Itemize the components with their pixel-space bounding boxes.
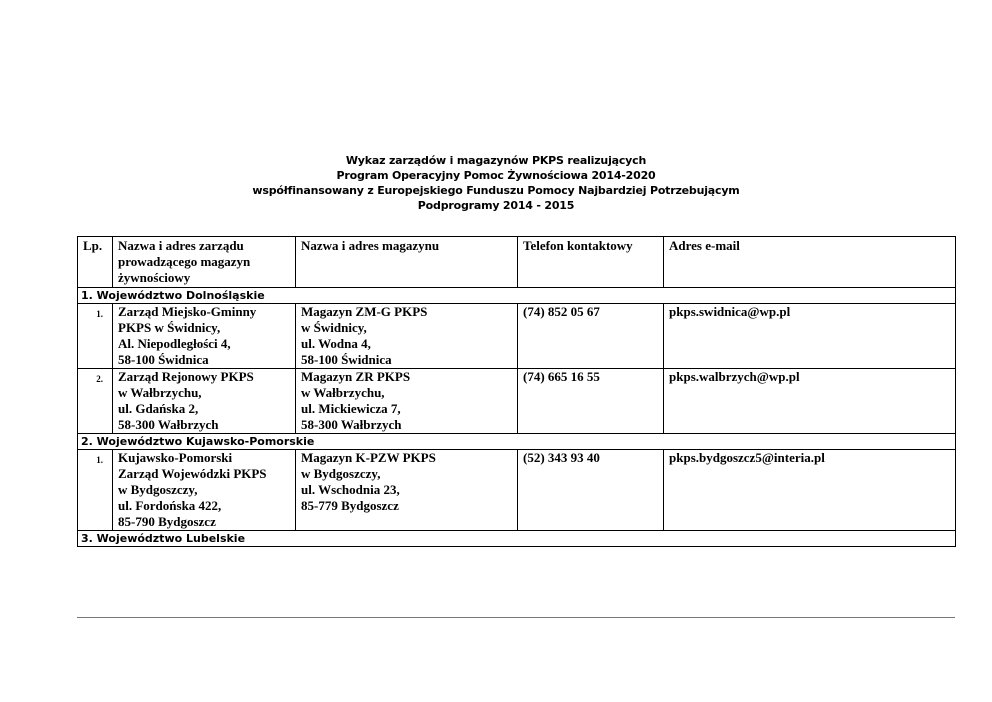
header-email: Adres e-mail: [664, 237, 956, 288]
zarzad-line: Al. Niepodległości 4,: [118, 336, 231, 351]
row-zarzad: [113, 304, 296, 369]
magazyn-line: Magazyn K-PZW PKPS: [301, 450, 436, 465]
table-row: [78, 450, 956, 531]
zarzad-line: Zarząd Rejonowy PKPS: [118, 369, 254, 384]
row-zarzad: [113, 450, 296, 531]
magazyn-line: ul. Wschodnia 23,: [301, 482, 400, 497]
magazyn-line: ul. Mickiewicza 7,: [301, 401, 401, 416]
header-zarzad-line: Nazwa i adres zarządu: [118, 238, 244, 253]
magazyn-line: Magazyn ZM-G PKPS: [301, 304, 428, 319]
section-label: 2. Województwo Kujawsko-Pomorskie: [78, 434, 956, 450]
zarzad-line: 85-790 Bydgoszcz: [118, 514, 216, 529]
zarzad-line: ul. Gdańska 2,: [118, 401, 199, 416]
zarzad-line: Zarząd Wojewódzki PKPS: [118, 466, 267, 481]
title-line: Wykaz zarządów i magazynów PKPS realizujących: [345, 154, 647, 167]
header-lp: Lp.: [78, 237, 113, 288]
section-row: [78, 434, 956, 450]
row-lp: 1.: [78, 304, 113, 369]
warehouse-table: [77, 236, 956, 547]
header-magazyn: Nazwa i adres magazynu: [296, 237, 518, 288]
zarzad-line: ul. Fordońska 422,: [118, 498, 222, 513]
row-telefon: (74) 852 05 67: [518, 304, 664, 369]
row-telefon: (74) 665 16 55: [518, 369, 664, 434]
section-label: 3. Województwo Lubelskie: [78, 531, 956, 547]
row-lp: 1.: [78, 450, 113, 531]
table-header-row: [78, 237, 956, 288]
zarzad-line: Zarząd Miejsko-Gminny: [118, 304, 257, 319]
header-telefon: Telefon kontaktowy: [518, 237, 664, 288]
magazyn-line: ul. Wodna 4,: [301, 336, 371, 351]
zarzad-line: 58-100 Świdnica: [118, 352, 209, 367]
row-magazyn: [296, 304, 518, 369]
magazyn-line: w Wałbrzychu,: [301, 385, 385, 400]
zarzad-line: Kujawsko-Pomorski: [118, 450, 233, 465]
magazyn-line: 58-300 Wałbrzych: [301, 417, 402, 432]
magazyn-line: 85-779 Bydgoszcz: [301, 498, 399, 513]
row-email: pkps.bydgoszcz5@interia.pl: [664, 450, 956, 531]
row-email: pkps.swidnica@wp.pl: [664, 304, 956, 369]
zarzad-line: w Bydgoszczy,: [118, 482, 198, 497]
row-email: pkps.walbrzych@wp.pl: [664, 369, 956, 434]
section-row: [78, 288, 956, 304]
title-line: Podprogramy 2014 - 2015: [417, 199, 575, 212]
page-divider: [77, 617, 955, 618]
magazyn-line: w Świdnicy,: [301, 320, 367, 335]
row-zarzad: [113, 369, 296, 434]
section-row: [78, 531, 956, 547]
zarzad-line: w Wałbrzychu,: [118, 385, 202, 400]
table-row: [78, 304, 956, 369]
row-telefon: (52) 343 93 40: [518, 450, 664, 531]
magazyn-line: 58-100 Świdnica: [301, 352, 392, 367]
document-title: [0, 153, 992, 213]
zarzad-line: 58-300 Wałbrzych: [118, 417, 219, 432]
row-magazyn: [296, 450, 518, 531]
magazyn-line: w Bydgoszczy,: [301, 466, 381, 481]
title-line: Program Operacyjny Pomoc Żywnościowa 2014-2020: [336, 169, 656, 182]
zarzad-line: PKPS w Świdnicy,: [118, 320, 221, 335]
section-label: 1. Województwo Dolnośląskie: [78, 288, 956, 304]
header-zarzad-line: prowadzącego magazyn: [118, 254, 251, 269]
header-zarzad-line: żywnościowy: [118, 270, 191, 285]
magazyn-line: Magazyn ZR PKPS: [301, 369, 411, 384]
table-row: [78, 369, 956, 434]
header-zarzad: [113, 237, 296, 288]
title-line: współfinansowany z Europejskiego Funduszu Pomocy Najbardziej Potrzebującym: [252, 184, 740, 197]
row-magazyn: [296, 369, 518, 434]
row-lp: 2.: [78, 369, 113, 434]
